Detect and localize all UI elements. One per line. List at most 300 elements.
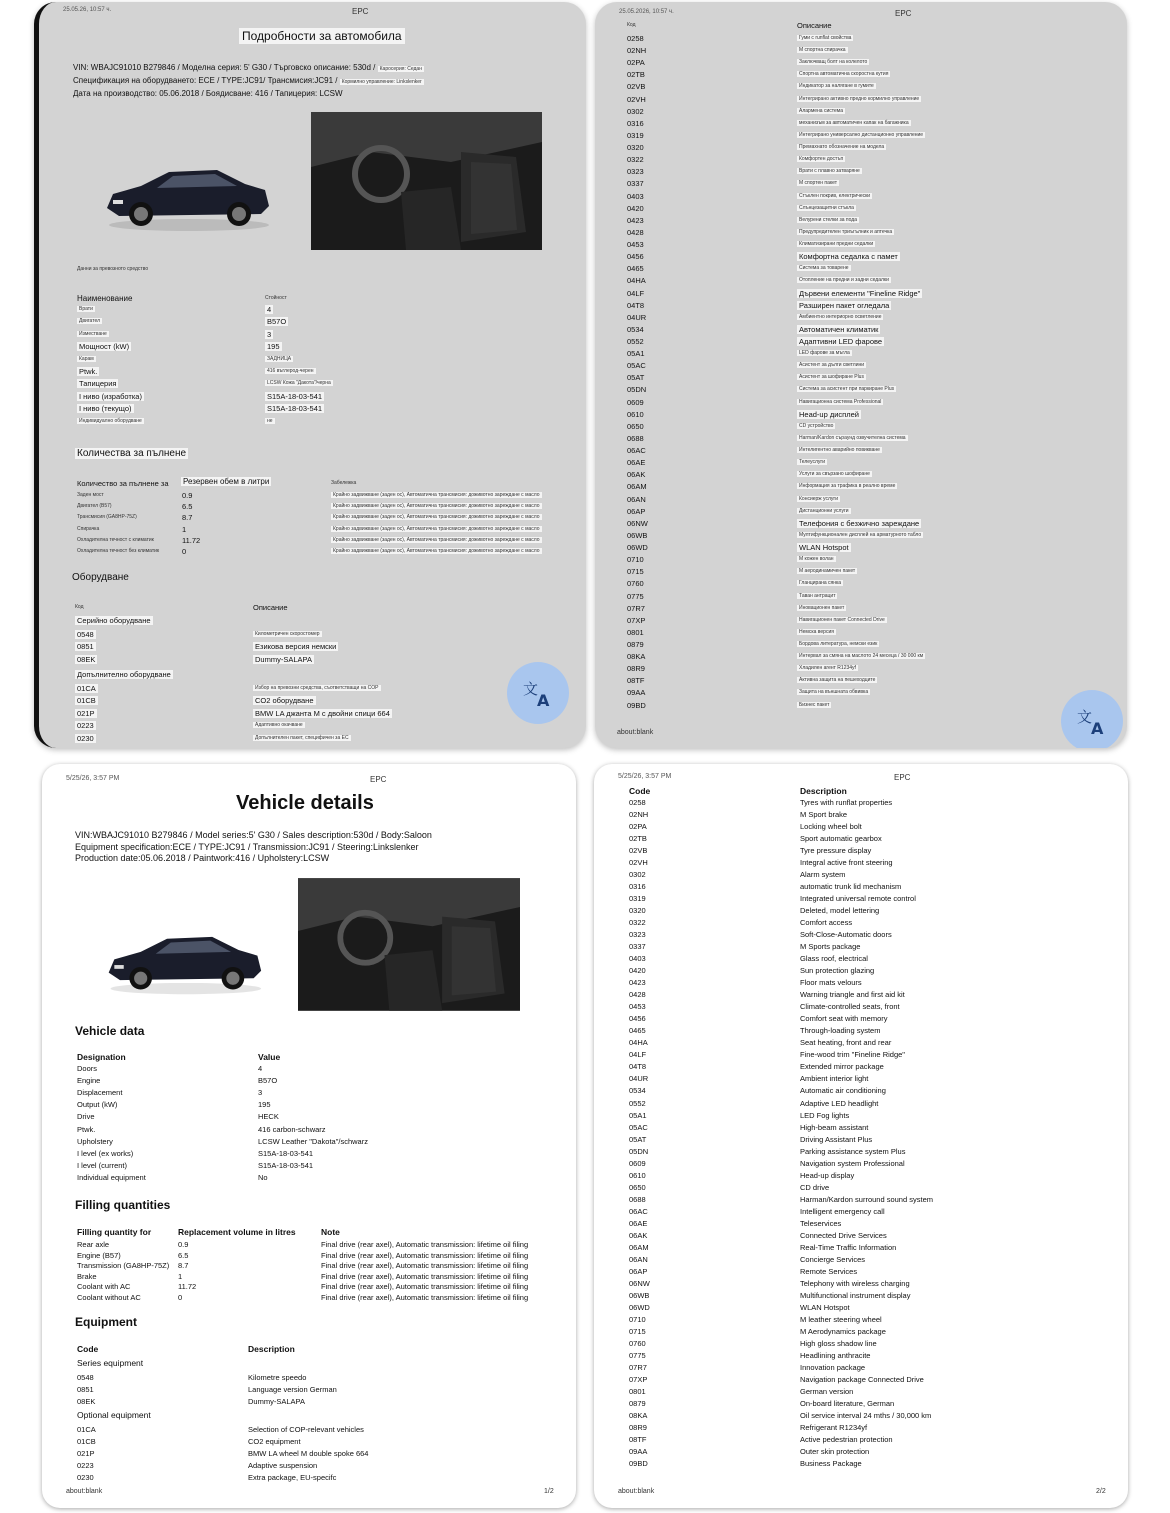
equipment-code: 05AC <box>627 361 646 371</box>
car-interior-image <box>298 878 520 1011</box>
equipment-description: LED фарове за мъгла <box>799 350 850 357</box>
equipment-code: 0534 <box>627 324 644 334</box>
equipment-code: 06AC <box>629 1206 648 1216</box>
equipment-code: 05A1 <box>627 349 645 359</box>
equipment-description: M аеродинамичен пакет <box>799 568 856 575</box>
filling-row-value: 6.5 <box>182 502 193 512</box>
equipment-description: Телефония с безжично зареждане <box>799 518 920 528</box>
original-page-2 <box>594 764 1128 1508</box>
equipment-description: Head-up display <box>800 1170 855 1180</box>
equipment-code: 07R7 <box>627 603 645 613</box>
translate-icon <box>1076 706 1108 736</box>
equipment-description: Comfort seat with memory <box>800 1014 888 1024</box>
equipment-description: BMW LA wheel M double spoke 664 <box>248 1449 369 1458</box>
equipment-description: Навигационна система Professional <box>799 398 882 405</box>
filling-row-note: Крайно задвижване (заден ос), Автоматична трансмисия: доживотно зареждане с масло <box>333 536 540 543</box>
equipment-description: Иновационен пакет <box>799 604 845 611</box>
car-interior-image <box>311 112 542 250</box>
equipment-code: 0420 <box>627 203 644 213</box>
equipment-code: 0323 <box>627 167 644 177</box>
page-epc-label: EPC <box>370 775 387 784</box>
equipment-description: Sport automatic gearbox <box>800 834 882 844</box>
equipment-description: Дистанционни услуги <box>799 507 849 514</box>
equipment-code: 0610 <box>629 1170 646 1180</box>
equipment-code: 0420 <box>629 966 646 976</box>
equipment-code: 06AN <box>627 494 646 504</box>
equipment-description: Soft-Close-Automatic doors <box>800 930 892 940</box>
equipment-code: 06AC <box>627 446 646 456</box>
filling-header-volume: Резервен обем в литри <box>183 477 270 486</box>
equipment-code: 0423 <box>627 215 644 225</box>
meta-line-1: VIN: WBAJC91010 B279846 / Моделна серия: 5' G30 / Търговско описание: 530d / <box>73 63 376 72</box>
vehicle-data-value: 195 <box>267 342 280 352</box>
equipment-code: 04UR <box>627 312 647 322</box>
equipment-description: M спортна спирачка <box>799 47 846 54</box>
equipment-code: 04LF <box>629 1050 647 1060</box>
filling-row-key: Coolant with AC <box>77 1282 131 1292</box>
equipment-description: Glass roof, electrical <box>800 954 868 964</box>
about-blank-footer: about:blank <box>618 1488 655 1495</box>
equipment-description: Система за асистент при паркиране Plus <box>799 386 895 393</box>
equipment-code: 0552 <box>629 1098 646 1108</box>
equipment-code: 0851 <box>77 1385 94 1394</box>
svg-text:A: A <box>537 691 550 708</box>
equipment-description: Real-Time Traffic Information <box>800 1242 897 1252</box>
equipment-description: Разширен пакет огледала <box>799 300 890 310</box>
vehicle-data-value: 3 <box>258 1088 263 1098</box>
equipment-code: 09AA <box>627 688 646 698</box>
equipment-description: Бордова литература, немски език <box>799 641 878 647</box>
equipment-description: Информация за трафика в реално време <box>799 483 896 490</box>
equipment-description: Мултифункционален дисплей на арматурното табло <box>799 531 922 538</box>
equipment-code: 0456 <box>627 252 644 262</box>
equipment-description: automatic trunk lid mechanism <box>800 882 902 892</box>
equipment-code: 05DN <box>629 1146 649 1156</box>
translate-button[interactable] <box>1061 690 1123 748</box>
equipment-code: 0456 <box>629 1014 646 1024</box>
equipment-description: WLAN Hotspot <box>800 1302 850 1312</box>
filling-row-value: 1 <box>178 1271 183 1281</box>
equipment-description: Adaptive suspension <box>248 1461 318 1470</box>
equipment-description: Предупредителен триъгълник и аптечка <box>799 228 893 235</box>
equipment-code: 05A1 <box>629 1110 647 1120</box>
equipment-title: Оборудване <box>72 572 129 583</box>
equipment-description: Kilometre speedo <box>248 1373 307 1382</box>
vehicle-data-key: Displacement <box>77 1088 123 1098</box>
filling-header-for: Filling quantity for <box>77 1227 152 1237</box>
filling-row-key: Brake <box>77 1271 97 1281</box>
equipment-code: 09BD <box>629 1459 648 1469</box>
vehicle-data-value: LCSW Кожа "Дакота"/черна <box>267 380 331 387</box>
equipment-description: Асистент за дълги светлини <box>799 362 865 369</box>
equipment-description: Стъклен покрив, електрически <box>799 192 871 199</box>
equipment-code: 0337 <box>627 179 644 189</box>
equipment-code: 021P <box>77 708 95 718</box>
equipment-code: 0710 <box>629 1314 646 1324</box>
equipment-table <box>77 1344 547 1484</box>
series-equipment-label: Series equipment <box>77 1358 144 1368</box>
vehicle-meta <box>73 62 424 100</box>
equipment-description: High-beam assistant <box>800 1122 869 1132</box>
equipment-code: 04T8 <box>627 300 645 310</box>
equipment-code: 07XP <box>627 615 646 625</box>
equipment-code: 0428 <box>629 990 646 1000</box>
equipment-description: Врати с плавно затваряне <box>799 168 860 175</box>
equipment-code: 021P <box>77 1449 95 1458</box>
filling-row-note: Final drive (rear axel), Automatic transmission: lifetime oil filing <box>321 1261 529 1271</box>
vehicle-data-value: B57O <box>267 317 287 327</box>
equipment-code: 0879 <box>629 1399 646 1408</box>
equipment-code: 06AN <box>629 1254 648 1264</box>
equipment-code: 04LF <box>627 288 645 298</box>
equipment-code: 04HA <box>627 276 646 286</box>
equipment-description: Избор на превозни средства, съответстващи на COP <box>255 685 379 691</box>
equipment-description: Асистент за шофиране Plus <box>799 374 864 381</box>
equipment-description: Teleservices <box>800 1218 842 1228</box>
filling-row-value: 6.5 <box>178 1250 189 1260</box>
equipment-code: 05DN <box>627 385 647 395</box>
about-blank-footer: about:blank <box>66 1488 103 1495</box>
equipment-code: 0453 <box>627 240 644 250</box>
vehicle-data-key: Мощност (kW) <box>79 342 130 352</box>
equipment-code: 02PA <box>629 822 647 832</box>
filling-row-key: Engine (B57) <box>77 1250 121 1260</box>
filling-row-value: 1 <box>182 524 187 534</box>
filling-row-key: Coolant without AC <box>77 1293 141 1302</box>
code-header: Код <box>627 22 636 28</box>
page-timestamp: 25.05.2026, 10:57 ч. <box>619 9 674 15</box>
vehicle-data-value: No <box>258 1172 268 1182</box>
equipment-description: Fine-wood trim "Fineline Ridge" <box>800 1050 905 1060</box>
filling-row-key: Охладителна течност с климатик <box>77 536 154 543</box>
equipment-description: механизъм за автоматичен капак на багажника <box>799 119 909 126</box>
equipment-code: 0302 <box>627 106 644 116</box>
filling-row-note: Final drive (rear axel), Automatic transmission: lifetime oil filing <box>321 1240 529 1249</box>
equipment-code: 0688 <box>627 433 644 443</box>
filling-row-note: Final drive (rear axel), Automatic transmission: lifetime oil filing <box>321 1282 529 1292</box>
equipment-description: German version <box>800 1386 854 1396</box>
page-number: 1/2 <box>544 1488 554 1495</box>
equipment-description: Телеуслуги <box>799 459 826 466</box>
equipment-description: Comfort access <box>800 918 853 928</box>
equipment-code: 08TF <box>629 1435 647 1445</box>
equipment-code: 06NW <box>627 518 648 528</box>
page-timestamp: 5/25/26, 3:57 PM <box>618 773 672 780</box>
vehicle-data-key: Output (kW) <box>77 1100 118 1110</box>
equipment-description: Адаптивно окачване <box>255 722 303 729</box>
equipment-code: 06AE <box>629 1218 648 1228</box>
car-exterior-image <box>99 150 274 235</box>
equipment-description: Climate-controlled seats, front <box>800 1002 900 1012</box>
equipment-code: 0323 <box>629 930 646 940</box>
equipment-code: 09AA <box>629 1447 648 1457</box>
equipment-code: 09BD <box>627 700 646 710</box>
equipment-code: 0548 <box>77 1373 94 1382</box>
equipment-code: 06AP <box>629 1266 648 1276</box>
equipment-code: 0534 <box>629 1086 646 1096</box>
equipment-description: Километричен скоростомер <box>255 631 320 637</box>
equipment-description: Language version German <box>248 1385 337 1394</box>
equipment-description: CO2 equipment <box>248 1437 301 1446</box>
equipment-code: 0223 <box>77 1461 94 1470</box>
equipment-description: Parking assistance system Plus <box>800 1146 906 1156</box>
equipment-description: Sun protection glazing <box>800 966 875 976</box>
page-epc-label: EPC <box>895 9 912 18</box>
equipment-code: 02NH <box>627 46 647 56</box>
vehicle-data-key: Карам <box>79 355 94 362</box>
equipment-code: 0223 <box>77 721 94 731</box>
svg-text:文: 文 <box>1077 708 1093 726</box>
equipment-description: M Sport brake <box>800 810 848 820</box>
equipment-description: Through-loading system <box>800 1026 881 1036</box>
equipment-description: Интегрирано универсално дистанционно управление <box>799 131 924 138</box>
equipment-code: 02TB <box>627 70 645 80</box>
equipment-code: 02TB <box>629 834 647 844</box>
equipment-code: 04HA <box>629 1038 648 1048</box>
translate-button[interactable] <box>507 662 569 724</box>
equipment-description: Intelligent emergency call <box>800 1206 885 1216</box>
value-header: Value <box>258 1052 281 1062</box>
equipment-code: 0322 <box>629 918 646 928</box>
equipment-description: Климатизирани предни седалки <box>799 241 874 248</box>
vehicle-data-key: Врати <box>79 306 93 312</box>
equipment-code: 02VB <box>627 82 646 92</box>
equipment-code: 06AK <box>629 1230 648 1240</box>
equipment-description: Заключващ болт на колелото <box>799 59 868 66</box>
equipment-description: Интервал за смяна на маслото 24 месеца / 30 000 км <box>799 653 924 660</box>
equipment-description: Интегрирано активно предно кормилно управление <box>799 95 920 102</box>
page-title: Vehicle details <box>236 792 374 814</box>
equipment-code: 0230 <box>77 1473 94 1482</box>
equipment-description: Headlining anthracite <box>800 1350 871 1360</box>
equipment-description: Floor mats velours <box>800 978 862 988</box>
equipment-description: Ambient interior light <box>800 1074 869 1084</box>
vehicle-data-value: 416 въглерод-черен <box>267 368 314 374</box>
equipment-code: 02PA <box>627 58 645 68</box>
equipment-code: 01CB <box>77 1437 96 1446</box>
equipment-code: 08R9 <box>627 664 645 674</box>
vehicle-data-table <box>77 294 557 434</box>
equipment-code: 0316 <box>629 882 646 892</box>
equipment-description: Комфортна седалка с памет <box>799 252 898 262</box>
meta-line-3: Дата на производство: 05.06.2018 / Боядисване: 416 / Тапицерия: LCSW <box>73 89 343 98</box>
equipment-code: 01CB <box>77 696 96 706</box>
equipment-description: Multifunctional instrument display <box>800 1290 911 1300</box>
equipment-description: Innovation package <box>800 1362 866 1372</box>
filling-row-note: Final drive (rear axel), Automatic transmission: lifetime oil filing <box>321 1271 529 1281</box>
equipment-code: 06AM <box>629 1242 649 1252</box>
vehicle-data-value: B57O <box>258 1076 278 1086</box>
equipment-code: 08EK <box>77 654 96 664</box>
filling-row-key: Двигател (B57) <box>77 503 112 510</box>
equipment-code: 0552 <box>627 337 644 346</box>
vehicle-data-value: S15A-18-03-541 <box>267 404 323 414</box>
vehicle-data-title: Данни за превозното средство <box>77 266 149 272</box>
filling-row-value: 0 <box>182 547 187 556</box>
equipment-code: 0320 <box>627 143 644 153</box>
vehicle-data-key: I level (current) <box>77 1160 128 1170</box>
equipment-description: Adaptive LED headlight <box>800 1098 879 1108</box>
filling-row-key: Transmission (GA8HP-75Z) <box>77 1261 170 1271</box>
equipment-description: Harman/Kardon съраунд озвучителна система <box>799 434 906 441</box>
equipment-code: 07XP <box>629 1374 648 1384</box>
equipment-description: Connected Drive Services <box>800 1230 887 1240</box>
equipment-description: Премахнато обозначение на модела <box>799 144 885 151</box>
equipment-code: 06WB <box>627 530 648 540</box>
filling-row-value: 0.9 <box>178 1240 189 1249</box>
equipment-table <box>75 602 545 748</box>
equipment-code: 08EK <box>77 1397 96 1406</box>
equipment-description: Concierge Services <box>800 1254 866 1264</box>
equipment-description: Active pedestrian protection <box>800 1435 893 1445</box>
filling-row-value: 0 <box>178 1293 183 1302</box>
filling-row-value: 11.72 <box>178 1282 197 1292</box>
equipment-description: Интелигентно аварийно повикване <box>799 447 880 454</box>
page-timestamp: 5/25/26, 3:57 PM <box>66 775 120 782</box>
equipment-code: 0801 <box>627 627 644 637</box>
optional-equipment-label: Optional equipment <box>77 1410 151 1420</box>
equipment-code: 0258 <box>629 798 646 807</box>
vehicle-data-key: Двигател <box>79 318 100 325</box>
equipment-description: Automatic air conditioning <box>800 1086 886 1096</box>
designation-header: Designation <box>77 1052 126 1062</box>
equipment-description: WLAN Hotspot <box>799 543 849 553</box>
equipment-code: 06AK <box>627 470 646 480</box>
vehicle-data-value: 3 <box>267 329 272 339</box>
equipment-description: Navigation package Connected Drive <box>800 1374 924 1384</box>
equipment-code: 07R7 <box>629 1362 647 1372</box>
equipment-description: Немска версия <box>799 628 834 635</box>
page-epc-label: EPC <box>352 7 369 16</box>
equipment-code: 0760 <box>627 579 644 589</box>
equipment-code: 02NH <box>629 810 649 820</box>
equipment-description: Refrigerant R1234yf <box>800 1423 868 1433</box>
equipment-description: LED Fog lights <box>800 1110 850 1120</box>
filling-row-value: 8.7 <box>178 1261 189 1271</box>
designation-header: Наименование <box>77 294 133 303</box>
page-timestamp: 25.05.26, 10:57 ч. <box>63 7 112 13</box>
filling-row-note: Крайно задвижване (заден ос), Автоматична трансмисия: доживотно зареждане с масло <box>333 514 540 521</box>
equipment-description: Защита на външната обвивка <box>799 689 869 696</box>
equipment-description: Консиерж услуги <box>799 495 839 502</box>
equipment-description: Head-up дисплей <box>799 409 859 419</box>
equipment-code: 08TF <box>627 676 645 686</box>
filling-row-key: Трансмисия (GA8HP-75Z) <box>77 514 137 521</box>
equipment-code: 04UR <box>629 1074 649 1084</box>
equipment-code: 0320 <box>629 906 646 916</box>
original-page-1 <box>42 764 576 1508</box>
filling-row-value: 8.7 <box>182 513 193 523</box>
translate-icon <box>522 678 554 708</box>
equipment-description: On-board literature, German <box>800 1399 895 1408</box>
equipment-code: 08R9 <box>629 1423 647 1433</box>
filling-row-key: Охладителна течност без климатик <box>77 548 160 554</box>
equipment-code: 0337 <box>629 942 646 952</box>
equipment-code: 08KA <box>627 652 646 662</box>
equipment-description: Алармена система <box>799 107 843 114</box>
filling-header-note: Забележка <box>331 480 357 486</box>
vehicle-data-key: Drive <box>77 1112 95 1122</box>
equipment-description: Deleted, model lettering <box>800 906 880 916</box>
equipment-description: Активна защита на пешеходците <box>799 677 876 684</box>
equipment-code: 06WD <box>629 1302 650 1312</box>
equipment-description: Warning triangle and first aid kit <box>800 990 905 1000</box>
meta-line-2: Спецификация на оборудването: ECE / TYPE:JC91/ Трансмисия:JC91 / <box>73 76 338 85</box>
vehicle-data-value: S15A-18-03-541 <box>258 1160 314 1170</box>
svg-text:文: 文 <box>523 680 539 698</box>
equipment-code: 0775 <box>627 591 644 601</box>
equipment-code: 0465 <box>629 1026 646 1036</box>
equipment-description: Seat heating, front and rear <box>800 1038 892 1048</box>
vehicle-data-value: LCSW Leather "Dakota"/schwarz <box>258 1136 368 1146</box>
equipment-code: 0548 <box>77 630 94 639</box>
equipment-description: Слънцезащитни стъкла <box>799 204 854 211</box>
vehicle-data-key: I ниво (текущо) <box>79 404 132 414</box>
translated-page-2 <box>595 2 1127 748</box>
equipment-code: 0801 <box>629 1386 646 1396</box>
meta-line-2-tail: Кормилно управление: Linkslenker <box>341 79 422 85</box>
equipment-description: Tyre pressure display <box>800 846 872 856</box>
description-header: Описание <box>797 21 832 30</box>
equipment-description: Услуги за свързано шофиране <box>799 471 870 478</box>
filling-title: Количества за пълнене <box>77 448 187 459</box>
equipment-description: Dummy-SALAPA <box>248 1397 305 1406</box>
equipment-code: 0316 <box>627 118 644 128</box>
equipment-description: CO2 оборудване <box>255 696 314 706</box>
code-header: Code <box>77 1344 99 1354</box>
meta-line-2: Equipment specification:ECE / TYPE:JC91 / Transmission:JC91 / Steering:Linkslenker <box>75 841 419 852</box>
translated-page-1 <box>34 2 586 748</box>
filling-header-note: Note <box>321 1227 340 1237</box>
vehicle-data-value: S15A-18-03-541 <box>267 391 323 401</box>
vehicle-data-key: I level (ex works) <box>77 1148 134 1158</box>
vehicle-data-key: Изместване <box>79 330 107 337</box>
equipment-code: 06NW <box>629 1278 650 1288</box>
equipment-description: M спортен пакет <box>799 180 838 187</box>
equipment-title: Equipment <box>75 1315 137 1329</box>
equipment-description: Remote Services <box>800 1266 858 1276</box>
vehicle-data-key: Doors <box>77 1064 98 1073</box>
equipment-description: Harman/Kardon surround sound system <box>800 1194 933 1204</box>
equipment-code: 0650 <box>629 1182 646 1192</box>
filling-row-note: Final drive (rear axel), Automatic transmission: lifetime oil filing <box>321 1250 529 1260</box>
filling-header-for: Количество за пълнене за <box>77 479 169 488</box>
equipment-description: Допълнителен пакет, специфичен за ЕС <box>255 734 349 741</box>
equipment-description: Navigation system Professional <box>800 1158 905 1168</box>
equipment-code: 0319 <box>629 894 646 904</box>
equipment-description: Locking wheel bolt <box>800 822 862 832</box>
equipment-code: 06AM <box>627 482 647 492</box>
equipment-description: Oil service interval 24 mths / 30,000 km <box>800 1411 932 1421</box>
equipment-description: Хладилен агент R1234yf <box>799 665 856 672</box>
vehicle-data-table <box>77 1052 547 1192</box>
filling-row-note: Крайно задвижване (заден ос), Автоматична трансмисия: доживотно зареждане с масло <box>333 525 540 532</box>
filling-table <box>77 1227 557 1307</box>
vehicle-data-value: 4 <box>267 305 272 314</box>
filling-row-note: Крайно задвижване (заден ос), Автоматична трансмисия: доживотно зареждане с масло <box>333 503 540 510</box>
equipment-code: 0609 <box>627 397 644 407</box>
equipment-code: 06AE <box>627 458 646 468</box>
equipment-code: 0428 <box>627 227 644 237</box>
equipment-code: 04T8 <box>629 1062 647 1072</box>
equipment-description: Selection of COP-relevant vehicles <box>248 1425 364 1434</box>
equipment-code: 0879 <box>627 640 644 649</box>
equipment-code: 0453 <box>629 1002 646 1012</box>
vehicle-data-key: Upholstery <box>77 1136 113 1146</box>
filling-row-value: 11.72 <box>182 535 201 545</box>
equipment-code: 08KA <box>629 1411 648 1421</box>
equipment-code: 01CA <box>77 684 96 693</box>
